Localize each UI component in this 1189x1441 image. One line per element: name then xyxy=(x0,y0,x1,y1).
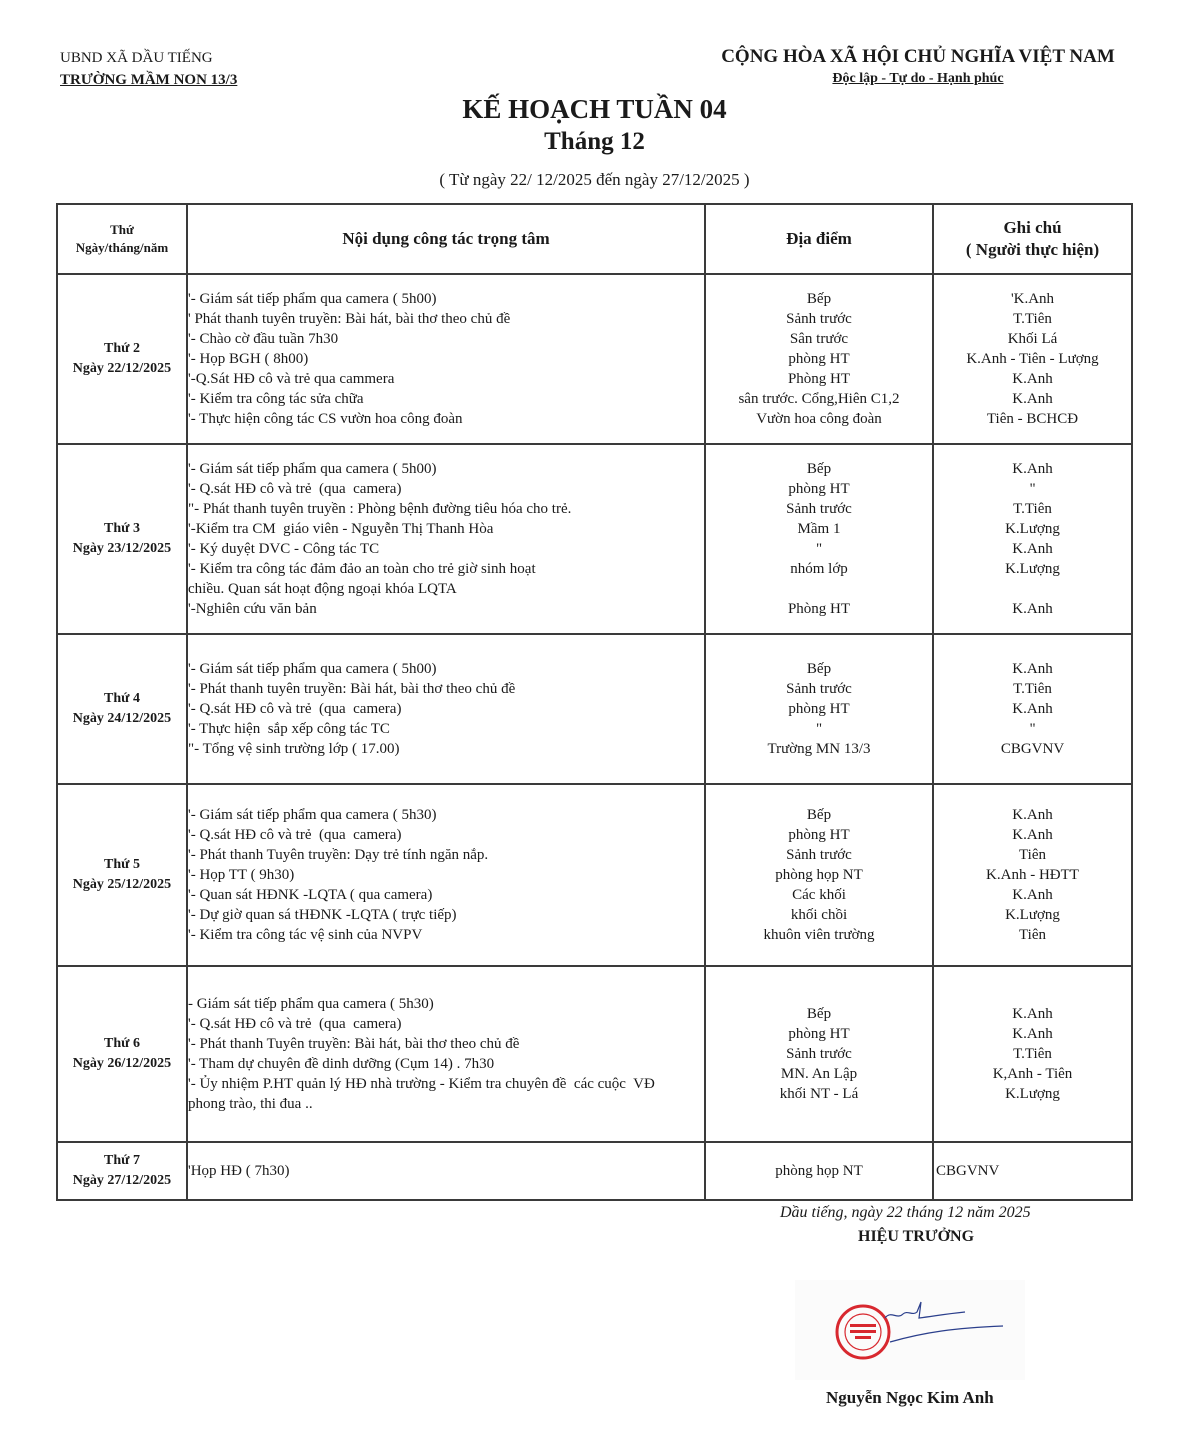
task-line: '- Q.sát HĐ cô và trẻ (qua camera) xyxy=(188,1016,402,1032)
document-month: Tháng 12 xyxy=(544,128,645,155)
note-cell xyxy=(933,966,1132,1142)
assignee-line: Khối Lá xyxy=(1007,331,1058,347)
day-cell xyxy=(57,634,187,784)
official-stamp xyxy=(837,1306,889,1358)
day-cell xyxy=(57,1142,187,1200)
header-day-line1: Thứ xyxy=(110,222,134,237)
task-line: '-Q.Sát HĐ cô và trẻ qua cammera xyxy=(188,371,395,387)
assignee-line: Tiên xyxy=(1019,927,1046,943)
date-label: Ngày 26/12/2025 xyxy=(72,1056,172,1071)
date-label: Ngày 24/12/2025 xyxy=(72,711,172,726)
signer-role: HIỆU TRƯỞNG xyxy=(858,1228,975,1245)
note-cell xyxy=(933,274,1132,444)
assignee-line: K.Lượng xyxy=(1005,561,1060,577)
weekday-label: Thứ 7 xyxy=(103,1153,141,1168)
assignee-line: K.Anh xyxy=(1012,541,1053,557)
task-line: '- Họp TT ( 9h30) xyxy=(188,867,295,883)
place-line: phòng HT xyxy=(788,701,850,717)
date-label: Ngày 25/12/2025 xyxy=(72,877,172,892)
assignee-line: K.Anh - Tiên - Lượng xyxy=(966,351,1099,367)
place-line: Các khối xyxy=(792,887,846,903)
national-motto: Độc lập - Tự do - Hạnh phúc xyxy=(832,71,1004,86)
table-row xyxy=(57,634,1132,784)
task-line: '- Q.sát HĐ cô và trẻ (qua camera) xyxy=(188,701,402,717)
place-line: Sảnh trước xyxy=(786,681,852,697)
content-cell xyxy=(187,966,705,1142)
header-note xyxy=(933,204,1132,274)
task-line: '- Phát thanh Tuyên truyền: Dạy trẻ tính ngăn nắp. xyxy=(188,847,489,863)
place-line: phòng họp NT xyxy=(775,1163,863,1179)
place-line: khuôn viên trường xyxy=(763,927,875,943)
header-note-line2: ( Người thực hiện) xyxy=(965,240,1100,259)
place-line: Sân trước xyxy=(789,331,849,347)
task-line: '- Ký duyệt DVC - Công tác TC xyxy=(188,541,380,557)
place-cell xyxy=(705,784,933,966)
task-line: '- Giám sát tiếp phẩm qua camera ( 5h00) xyxy=(188,661,437,677)
place-line: Sảnh trước xyxy=(786,1046,852,1062)
place-line: " xyxy=(815,721,823,737)
task-line: '- Q.sát HĐ cô và trẻ (qua camera) xyxy=(188,827,402,843)
place-line: khối NT - Lá xyxy=(779,1086,859,1102)
signature-stroke xyxy=(885,1302,965,1318)
issuing-authority xyxy=(60,47,237,91)
place-line: " xyxy=(815,541,823,557)
stamp-and-signature xyxy=(795,1280,1025,1380)
content-cell xyxy=(187,784,705,966)
task-line: '- Dự giờ quan sá tHĐNK -LQTA ( trực tiếp) xyxy=(188,907,457,923)
note-cell xyxy=(933,1142,1132,1200)
weekday-label: Thứ 5 xyxy=(103,857,141,872)
place-line: Vườn hoa công đoàn xyxy=(756,411,882,427)
assignee-line: K.Lượng xyxy=(1005,907,1060,923)
weekday-label: Thứ 2 xyxy=(103,341,141,356)
place-line: phòng HT xyxy=(788,1026,850,1042)
place-cell xyxy=(705,966,933,1142)
task-line: '-Nghiên cứu văn bản xyxy=(188,601,317,617)
task-line: '- Kiểm tra công tác đảm đảo an toàn cho trẻ giờ sinh hoạt xyxy=(188,561,536,577)
task-line: '- Họp BGH ( 8h00) xyxy=(188,351,309,367)
school-name: TRƯỜNG MẦM NON 13/3 xyxy=(60,72,238,88)
place-line: MN. An Lập xyxy=(780,1066,858,1082)
place-cell xyxy=(705,444,933,634)
task-line: '- Giám sát tiếp phẩm qua camera ( 5h00) xyxy=(188,291,437,307)
authority-name: UBND XÃ DẦU TIẾNG xyxy=(60,50,213,66)
header-content: Nội dụng công tác trọng tâm xyxy=(187,204,705,274)
task-line: '- Kiểm tra công tác sửa chữa xyxy=(188,391,364,407)
assignee-line: K.Anh xyxy=(1012,1026,1053,1042)
table-row xyxy=(57,966,1132,1142)
task-line: chiều. Quan sát hoạt động ngoại khóa LQTA xyxy=(188,581,457,597)
assignee-line: K.Anh xyxy=(1012,827,1053,843)
national-title: CỘNG HÒA XÃ HỘI CHỦ NGHĨA VIỆT NAM xyxy=(721,46,1115,67)
place-line: nhóm lớp xyxy=(790,561,848,577)
day-cell xyxy=(57,966,187,1142)
place-line: Phòng HT xyxy=(787,371,851,387)
assignee-line: K.Lượng xyxy=(1005,1086,1060,1102)
assignee-line: K.Anh xyxy=(1012,371,1053,387)
note-cell xyxy=(933,444,1132,634)
weekday-label: Thứ 4 xyxy=(103,691,141,706)
assignee-line: K.Anh xyxy=(1012,391,1053,407)
date-label: Ngày 27/12/2025 xyxy=(72,1173,172,1188)
task-line: '- Chào cờ đầu tuần 7h30 xyxy=(188,331,339,347)
task-line: '- Giám sát tiếp phẩm qua camera ( 5h30) xyxy=(188,807,437,823)
assignee-line xyxy=(934,579,1131,599)
signature-area xyxy=(795,1280,1025,1380)
place-line: Sảnh trước xyxy=(786,847,852,863)
content-cell xyxy=(187,1142,705,1200)
place-cell xyxy=(705,634,933,784)
header-note-line1: Ghi chú xyxy=(1003,218,1062,237)
task-line: "- Phát thanh tuyên truyền : Phòng bệnh đường tiêu hóa cho trẻ. xyxy=(188,501,572,517)
assignee-line: K.Anh xyxy=(1012,461,1053,477)
task-line: '- Q.sát HĐ cô và trẻ (qua camera) xyxy=(188,481,402,497)
assignee-line: K.Anh xyxy=(1012,807,1053,823)
table-row xyxy=(57,274,1132,444)
assignee-line: K.Anh xyxy=(1012,701,1053,717)
assignee-line: 'K.Anh xyxy=(1010,291,1055,307)
place-line: sân trước. Cổng,Hiên C1,2 xyxy=(738,391,900,407)
task-line: '- Phát thanh tuyên truyền: Bài hát, bài thơ theo chủ đề xyxy=(188,681,516,697)
task-line: '- Thực hiện sắp xếp công tác TC xyxy=(188,721,390,737)
national-header xyxy=(718,45,1118,89)
assignee-line: Tiên - BCHCĐ xyxy=(986,411,1079,427)
assignee-line: CBGVNV xyxy=(936,1163,1000,1179)
weekday-label: Thứ 3 xyxy=(103,521,141,536)
day-cell xyxy=(57,444,187,634)
date-label: Ngày 23/12/2025 xyxy=(72,541,172,556)
assignee-line: K.Anh - HĐTT xyxy=(986,867,1079,883)
table-row xyxy=(57,784,1132,966)
table-header-row xyxy=(57,204,1132,274)
task-line: '- Kiểm tra công tác vệ sinh của NVPV xyxy=(188,927,423,943)
note-cell xyxy=(933,784,1132,966)
note-cell xyxy=(933,634,1132,784)
assignee-line: T.Tiên xyxy=(1013,1046,1052,1062)
content-cell xyxy=(187,634,705,784)
day-cell xyxy=(57,784,187,966)
task-line: '- Giám sát tiếp phẩm qua camera ( 5h00) xyxy=(188,461,437,477)
date-range: ( Từ ngày 22/ 12/2025 đến ngày 27/12/2025 ) xyxy=(439,170,750,189)
place-line: phòng HT xyxy=(788,481,850,497)
signature-underline xyxy=(890,1326,1003,1342)
content-cell xyxy=(187,274,705,444)
header-place: Địa điểm xyxy=(705,204,933,274)
assignee-line: T.Tiên xyxy=(1013,501,1052,517)
task-line: '-Kiểm tra CM giáo viên - Nguyễn Thị Thanh Hòa xyxy=(188,521,494,537)
table-row xyxy=(57,444,1132,634)
task-line: - Giám sát tiếp phẩm qua camera ( 5h30) xyxy=(188,996,434,1012)
place-line: Bếp xyxy=(806,461,832,477)
date-label: Ngày 22/12/2025 xyxy=(72,361,172,376)
weekday-label: Thứ 6 xyxy=(103,1036,141,1051)
place-line: phòng HT xyxy=(788,827,850,843)
content-cell xyxy=(187,444,705,634)
place-line: Phòng HT xyxy=(787,601,851,617)
assignee-line: K,Anh - Tiên xyxy=(992,1066,1073,1082)
place-line: Bếp xyxy=(806,661,832,677)
place-line xyxy=(706,579,932,599)
task-line: '- Quan sát HĐNK -LQTA ( qua camera) xyxy=(188,887,433,903)
task-line: 'Họp HĐ ( 7h30) xyxy=(188,1163,290,1179)
table-row xyxy=(57,1142,1132,1200)
place-line: Bếp xyxy=(806,291,832,307)
place-line: phòng HT xyxy=(788,351,850,367)
place-cell xyxy=(705,1142,933,1200)
place-line: Sảnh trước xyxy=(786,311,852,327)
assignee-line: T.Tiên xyxy=(1013,311,1052,327)
document-title: KẾ HOẠCH TUẦN 04 xyxy=(462,94,727,124)
task-line: "- Tổng vệ sinh trường lớp ( 17.00) xyxy=(188,741,400,757)
task-line: '- Ủy nhiệm P.HT quản lý HĐ nhà trường - Kiểm tra chuyên đề các cuộc VĐ xyxy=(188,1076,655,1092)
header-day xyxy=(57,204,187,274)
assignee-line: K.Anh xyxy=(1012,661,1053,677)
assignee-line: K.Anh xyxy=(1012,1006,1053,1022)
assignee-line: K.Lượng xyxy=(1005,521,1060,537)
task-line: '- Tham dự chuyên đề dinh dưỡng (Cụm 14) . 7h30 xyxy=(188,1056,495,1072)
place-cell xyxy=(705,274,933,444)
place-line: khối chồi xyxy=(790,907,848,923)
signer-name: Nguyễn Ngọc Kim Anh xyxy=(826,1388,994,1407)
header-day-line2: Ngày/tháng/năm xyxy=(75,240,169,255)
assignee-line: " xyxy=(1029,481,1036,497)
signing-date: Dầu tiếng, ngày 22 tháng 12 năm 2025 xyxy=(780,1204,1031,1221)
place-line: phòng họp NT xyxy=(775,867,863,883)
assignee-line: T.Tiên xyxy=(1013,681,1052,697)
place-line: Mầm 1 xyxy=(797,521,841,537)
task-line: ' Phát thanh tuyên truyền: Bài hát, bài thơ theo chủ đề xyxy=(188,311,511,327)
assignee-line: CBGVNV xyxy=(1000,741,1065,757)
assignee-line: Tiên xyxy=(1019,847,1046,863)
place-line: Bếp xyxy=(806,1006,832,1022)
assignee-line: " xyxy=(1029,721,1036,737)
place-line: Sảnh trước xyxy=(786,501,852,517)
assignee-line: K.Anh xyxy=(1012,601,1053,617)
place-line: Bếp xyxy=(806,807,832,823)
task-line: phong trào, thi đua .. xyxy=(188,1096,313,1112)
assignee-line: K.Anh xyxy=(1012,887,1053,903)
place-line: Trường MN 13/3 xyxy=(767,741,871,757)
day-cell xyxy=(57,274,187,444)
task-line: '- Phát thanh Tuyên truyền: Bài hát, bài thơ theo chủ đề xyxy=(188,1036,520,1052)
task-line: '- Thực hiện công tác CS vườn hoa công đoàn xyxy=(188,411,463,427)
weekly-plan-table xyxy=(56,203,1133,1201)
